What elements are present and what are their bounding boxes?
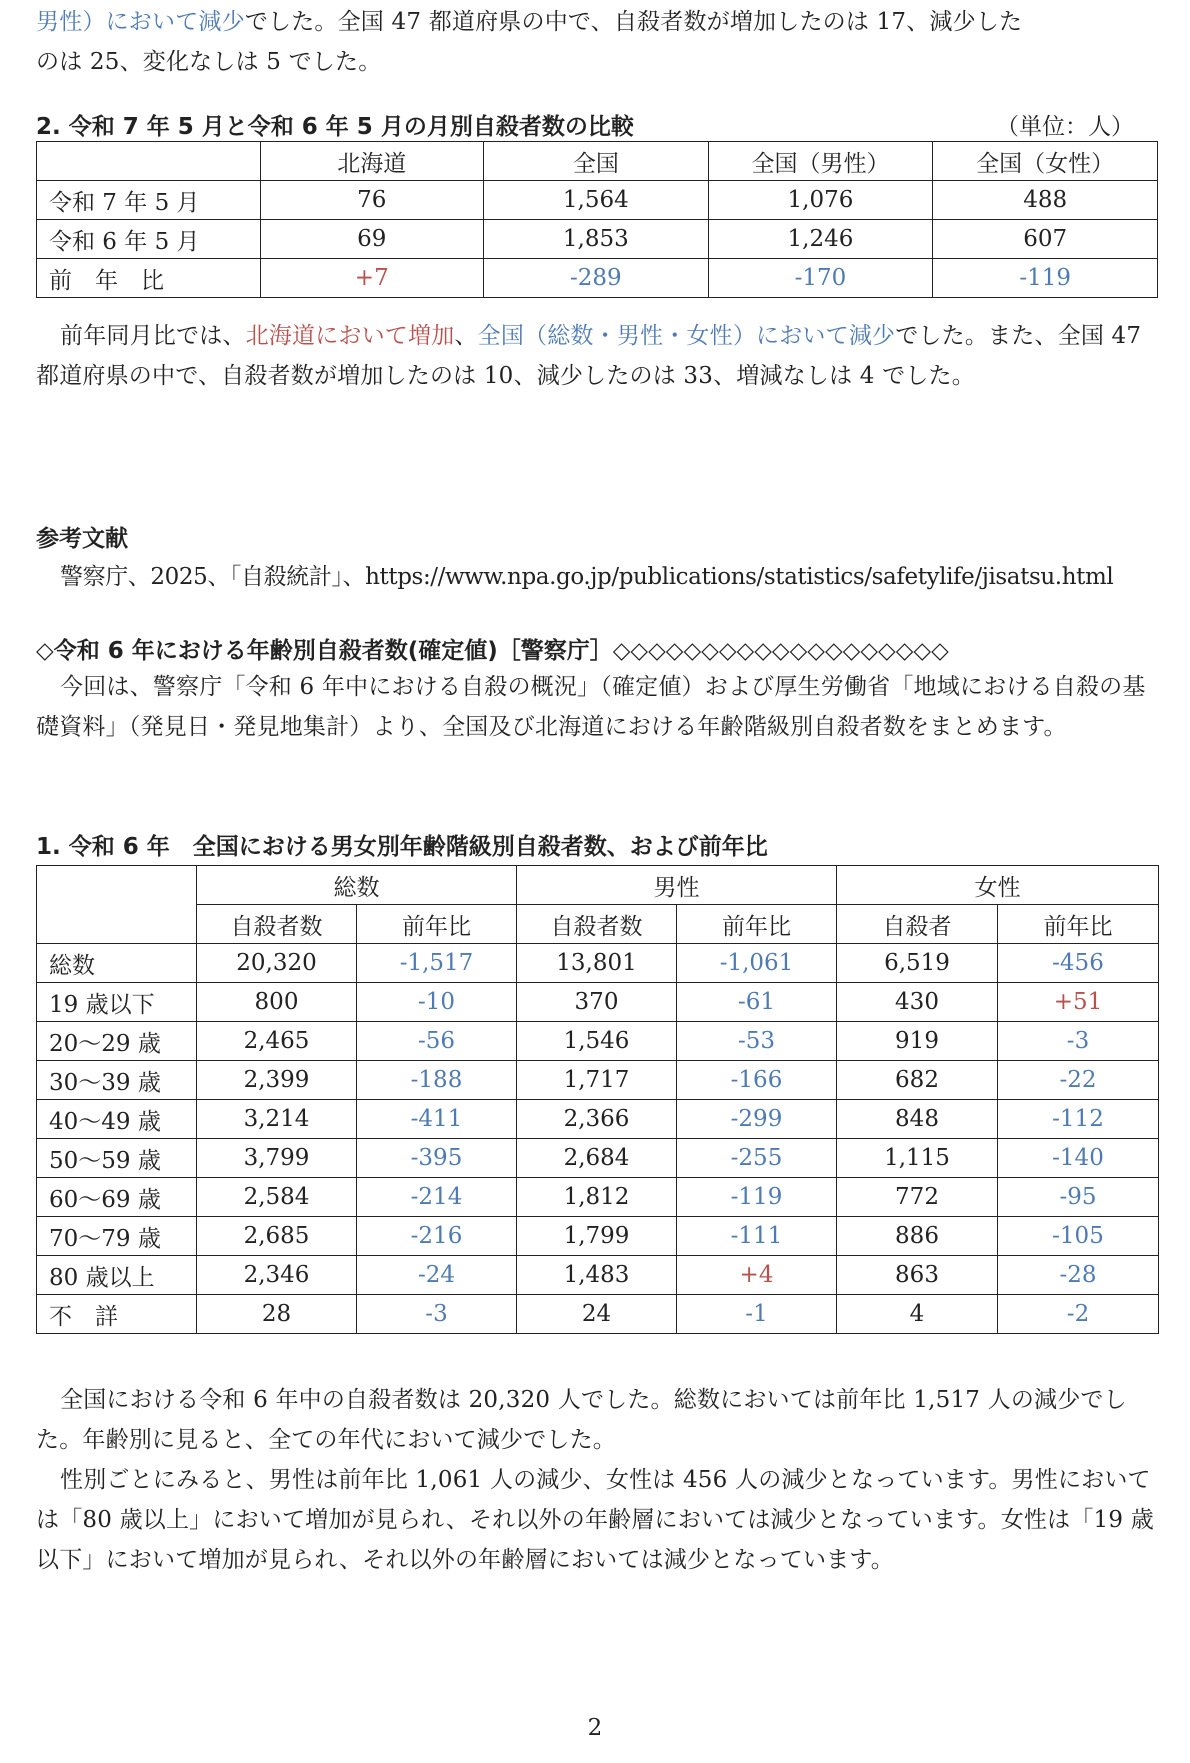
table-cell: 2,684 — [517, 1139, 677, 1178]
table-row — [37, 1022, 1159, 1061]
table-row — [37, 944, 1159, 983]
row-label: 令和 7 年 5 月 — [37, 181, 261, 220]
table-cell: -2 — [998, 1295, 1159, 1334]
table-cell: -119 — [933, 259, 1158, 298]
summary-blue-phrase: 全国（総数・男性・女性）において減少 — [477, 323, 896, 349]
table-subheader: 自殺者 — [837, 905, 998, 944]
age-summary-paragraph-1: 全国における令和 6 年中の自殺者数は 20,320 人でした。総数においては前年比 1,517 人の減少でした。年齢別に見ると、全ての年代において減少でした。 — [36, 1387, 1127, 1453]
table-row — [37, 1061, 1159, 1100]
table-cell: 800 — [197, 983, 357, 1022]
table-cell: -53 — [677, 1022, 837, 1061]
table-cell: 1,799 — [517, 1217, 677, 1256]
table-cell: 488 — [933, 181, 1158, 220]
table-cell: 886 — [837, 1217, 998, 1256]
table-cell: -24 — [357, 1256, 517, 1295]
table-cell: -119 — [677, 1178, 837, 1217]
summary-tail: でした。また、全国 47 都道府県の中で、自殺者数が増加したのは 10、減少したのは 33、増減なしは 4 でした。 — [36, 323, 1142, 389]
row-label: 40～49 歳 — [37, 1100, 197, 1139]
table-cell: +4 — [677, 1256, 837, 1295]
table-cell: -299 — [677, 1100, 837, 1139]
row-label: 総数 — [37, 944, 197, 983]
table-cell: 919 — [837, 1022, 998, 1061]
table-cell: -61 — [677, 983, 837, 1022]
table-subheader: 前年比 — [677, 905, 837, 944]
table-cell: 1,483 — [517, 1256, 677, 1295]
table-row — [37, 1217, 1159, 1256]
summary-separator: 、 — [454, 323, 478, 349]
table-header-cell: 全国（男性） — [708, 142, 933, 181]
table-subheader: 前年比 — [357, 905, 517, 944]
summary-lead: 前年同月比では、 — [60, 323, 246, 349]
summary-red-phrase: 北海道において増加 — [245, 323, 455, 349]
intro-blue-phrase: 男性）において減少 — [36, 9, 245, 35]
table-cell: 1,717 — [517, 1061, 677, 1100]
table-cell: 2,584 — [197, 1178, 357, 1217]
table-row — [37, 1100, 1159, 1139]
table-cell: 682 — [837, 1061, 998, 1100]
table-row — [37, 1178, 1159, 1217]
table-cell: -105 — [998, 1217, 1159, 1256]
intro-paragraph — [36, 2, 1158, 82]
table-cell: -1,517 — [357, 944, 517, 983]
table-subheader: 前年比 — [998, 905, 1159, 944]
table-header-cell: 全国（女性） — [933, 142, 1158, 181]
table-row — [37, 220, 1158, 259]
table-row — [37, 1256, 1159, 1295]
table-row — [37, 181, 1158, 220]
table-cell: 772 — [837, 1178, 998, 1217]
table-cell: 28 — [197, 1295, 357, 1334]
table-corner-cell — [37, 866, 197, 944]
row-label: 50～59 歳 — [37, 1139, 197, 1178]
age-section-title: ◇令和 6 年における年齢別自殺者数(確定値)［警察庁］◇◇◇◇◇◇◇◇◇◇◇◇◇◇◇◇◇◇◇ — [36, 638, 949, 664]
references-text: 警察庁、2025、「自殺統計」、https://www.npa.go.jp/publications/statistics/safetylife/jisatsu.html — [60, 564, 1114, 590]
table-cell: 863 — [837, 1256, 998, 1295]
table-cell: -1,061 — [677, 944, 837, 983]
table-group-header: 男性 — [517, 866, 837, 905]
table-cell: -188 — [357, 1061, 517, 1100]
table-cell: 76 — [260, 181, 484, 220]
table-cell: -166 — [677, 1061, 837, 1100]
table-cell: -3 — [357, 1295, 517, 1334]
table-header-cell: 北海道 — [260, 142, 484, 181]
row-label: 30～39 歳 — [37, 1061, 197, 1100]
age-section-intro: 今回は、警察庁「令和 6 年中における自殺の概況」（確定値）および厚生労働省「地域における自殺の基礎資料」（発見日・発見地集計）より、全国及び北海道における年齢階級別自殺者数をまとめます。 — [36, 674, 1146, 740]
section2-unit: （単位：人） — [996, 114, 1134, 140]
table-cell: 2,346 — [197, 1256, 357, 1295]
table-cell: -411 — [357, 1100, 517, 1139]
table-subheader: 自殺者数 — [517, 905, 677, 944]
table-cell: 1,853 — [484, 220, 709, 259]
table-row — [37, 259, 1158, 298]
row-label: 60～69 歳 — [37, 1178, 197, 1217]
table-cell: 848 — [837, 1100, 998, 1139]
section2-title: 2. 令和 7 年 5 月と令和 6 年 5 月の月別自殺者数の比較 — [36, 114, 634, 140]
table-cell: -289 — [484, 259, 709, 298]
table-cell: -216 — [357, 1217, 517, 1256]
row-label: 前 年 比 — [37, 259, 261, 298]
table-cell: -10 — [357, 983, 517, 1022]
table-cell: +7 — [260, 259, 484, 298]
age-table-body — [37, 944, 1159, 1334]
page-number: 2 — [587, 1715, 603, 1741]
table-cell: -56 — [357, 1022, 517, 1061]
table-header-row — [37, 142, 1158, 181]
table-group-header: 総数 — [197, 866, 517, 905]
table-cell: 20,320 — [197, 944, 357, 983]
table-cell: 3,214 — [197, 1100, 357, 1139]
row-label: 80 歳以上 — [37, 1256, 197, 1295]
table-cell: 1,246 — [708, 220, 933, 259]
table-row — [37, 1139, 1159, 1178]
table-cell: 1,115 — [837, 1139, 998, 1178]
table-cell: 2,685 — [197, 1217, 357, 1256]
table-cell: 2,366 — [517, 1100, 677, 1139]
table-row — [37, 983, 1159, 1022]
table-group-header-row — [37, 866, 1159, 905]
table-cell: 3,799 — [197, 1139, 357, 1178]
row-label: 70～79 歳 — [37, 1217, 197, 1256]
table-cell: -170 — [708, 259, 933, 298]
intro-line1-text: でした。全国 47 都道府県の中で、自殺者数が増加したのは 17、減少した — [244, 9, 1023, 35]
table-cell: -140 — [998, 1139, 1159, 1178]
age-summary-paragraph-2: 性別ごとにみると、男性は前年比 1,061 人の減少、女性は 456 人の減少となっています。男性においては「80 歳以上」において増加が見られ、それ以外の年齢層においては減少となっています。女性は「19 歳以下」において増加が見られ、それ以外の年齢層においては減少となっています。 — [36, 1467, 1154, 1573]
table-cell: 6,519 — [837, 944, 998, 983]
section2-caption — [36, 108, 1158, 141]
age-table-title: 1. 令和 6 年 全国における男女別年齢階級別自殺者数、および前年比 — [36, 834, 768, 860]
table-cell: 1,076 — [708, 181, 933, 220]
row-label: 20～29 歳 — [37, 1022, 197, 1061]
row-label: 不 詳 — [37, 1295, 197, 1334]
monthly-comparison-table — [36, 141, 1158, 298]
table-group-header: 女性 — [837, 866, 1159, 905]
table-cell: +51 — [998, 983, 1159, 1022]
table-cell: 2,399 — [197, 1061, 357, 1100]
table-cell: -22 — [998, 1061, 1159, 1100]
table-cell: 69 — [260, 220, 484, 259]
table-cell: 430 — [837, 983, 998, 1022]
intro-line2-text: のは 25、変化なしは 5 でした。 — [36, 49, 382, 75]
table-cell: -3 — [998, 1022, 1159, 1061]
age-group-table — [36, 865, 1159, 1334]
table-subheader-row — [37, 905, 1159, 944]
table-cell: 2,465 — [197, 1022, 357, 1061]
table-cell: 24 — [517, 1295, 677, 1334]
table-cell: -95 — [998, 1178, 1159, 1217]
table-cell: -456 — [998, 944, 1159, 983]
table-cell: 4 — [837, 1295, 998, 1334]
table-cell: 13,801 — [517, 944, 677, 983]
table-header-cell: 全国 — [484, 142, 709, 181]
table-cell: -112 — [998, 1100, 1159, 1139]
table-subheader: 自殺者数 — [197, 905, 357, 944]
table-cell: 370 — [517, 983, 677, 1022]
table-cell: -111 — [677, 1217, 837, 1256]
row-label: 令和 6 年 5 月 — [37, 220, 261, 259]
monthly-summary-paragraph — [36, 316, 1158, 396]
table-row — [37, 1295, 1159, 1334]
references-title: 参考文献 — [36, 526, 128, 552]
table-cell: -28 — [998, 1256, 1159, 1295]
row-label: 19 歳以下 — [37, 983, 197, 1022]
table-cell: -255 — [677, 1139, 837, 1178]
table-cell: 1,812 — [517, 1178, 677, 1217]
table-cell: -395 — [357, 1139, 517, 1178]
table-cell: 1,564 — [484, 181, 709, 220]
table-cell: -214 — [357, 1178, 517, 1217]
table-header-cell — [37, 142, 261, 181]
table-cell: -1 — [677, 1295, 837, 1334]
table-cell: 1,546 — [517, 1022, 677, 1061]
table-cell: 607 — [933, 220, 1158, 259]
